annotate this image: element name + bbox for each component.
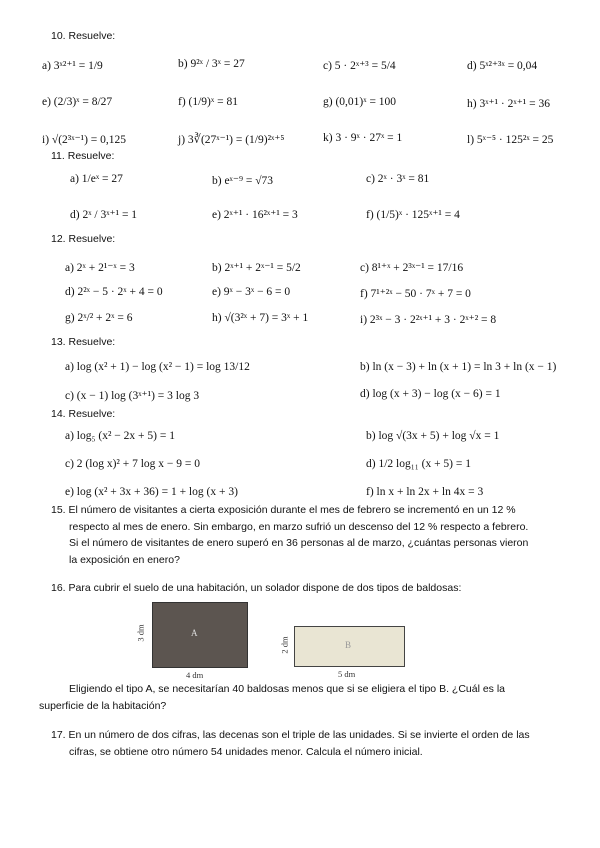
tile-b-width: 5 dm <box>338 669 356 679</box>
exercise-12i: i) 2³ˣ − 3 · 2²ˣ⁺¹ + 3 · 2ˣ⁺² = 8 <box>360 314 497 326</box>
exercise-14e: e) log (x² + 3x + 36) = 1 + log (x + 3) <box>65 486 238 498</box>
problem-15-line: la exposición en enero? <box>69 553 180 566</box>
section-14-title: 14. Resuelve: <box>51 408 116 420</box>
exercise-10f: f) (1/9)ˣ = 81 <box>178 96 238 108</box>
exercise-11e: e) 2ˣ⁺¹ · 16²ˣ⁺¹ = 3 <box>212 209 298 221</box>
tile-a-label: A <box>191 628 198 638</box>
problem-17 <box>51 727 591 760</box>
exercise-11f: f) (1/5)ˣ · 125ˣ⁺¹ = 4 <box>366 209 460 221</box>
exercise-12a: a) 2ˣ + 2¹⁻ˣ = 3 <box>65 262 135 274</box>
exercise-12d: d) 2²ˣ − 5 · 2ˣ + 4 = 0 <box>65 286 163 298</box>
problem-16-question <box>39 681 591 714</box>
exercise-10i: i) √(2³ˣ⁻¹) = 0,125 <box>42 134 127 146</box>
exercise-10e: e) (2/3)ˣ = 8/27 <box>42 96 113 108</box>
exercise-14c: c) 2 (log x)² + 7 log x − 9 = 0 <box>65 458 201 470</box>
tile-b-height: 2 dm <box>279 636 290 654</box>
exercise-10h: h) 3ˣ⁺¹ · 2ˣ⁺¹ = 36 <box>467 98 550 110</box>
exercise-14f: f) ln x + ln 2x + ln 4x = 3 <box>366 486 484 498</box>
tile-a-height: 3 dm <box>135 624 146 642</box>
exercise-11b: b) eˣ⁻⁹ = √73 <box>212 175 274 187</box>
problem-15-line: respecto al mes de enero. Sin embargo, en marzo sufrió un descenso del 12 % respecto a febrero. <box>69 520 529 533</box>
exercise-12e: e) 9ˣ − 3ˣ − 6 = 0 <box>212 286 291 298</box>
exercise-10c: c) 5 · 2ˣ⁺³ = 5/4 <box>323 60 396 72</box>
exercise-13b: b) ln (x − 3) + ln (x + 1) = ln 3 + ln (x − 1) <box>360 361 557 373</box>
exercise-12b: b) 2ˣ⁺¹ + 2ˣ⁻¹ = 5/2 <box>212 262 301 274</box>
exercise-13a: a) log (x² + 1) − log (x² − 1) = log 13/12 <box>65 361 250 373</box>
problem-16-intro: 16. Para cubrir el suelo de una habitación, un solador dispone de dos tipos de baldosas: <box>51 582 462 594</box>
problem-15-line: 15. El número de visitantes a cierta exposición durante el mes de febrero se incrementó en un 12 % <box>51 504 516 516</box>
exercise-14a: a) log₅ (x² − 2x + 5) = 1 <box>65 430 175 442</box>
tile-a-width: 4 dm <box>186 670 204 680</box>
problem-16-line: Eligiendo el tipo A, se necesitarían 40 baldosas menos que si se eligiera el tipo B. ¿Cuál es la <box>69 683 506 695</box>
exercise-14b: b) log √(3x + 5) + log √x = 1 <box>366 430 500 442</box>
tile-b-label: B <box>345 640 352 650</box>
exercise-12g: g) 2ˣ/² + 2ˣ = 6 <box>65 312 133 324</box>
exercise-10j: j) 3∛(27ˣ⁻¹) = (1/9)²ˣ⁺⁵ <box>178 134 285 146</box>
exercise-12h: h) √(3²ˣ + 7) = 3ˣ + 1 <box>212 312 309 324</box>
exercise-10l: l) 5ˣ⁻⁵ · 125²ˣ = 25 <box>467 134 554 146</box>
section-13-title: 13. Resuelve: <box>51 336 116 348</box>
exercise-10g: g) (0,01)ˣ = 100 <box>323 96 397 108</box>
problem-17-line: cifras, se obtiene otro número 54 unidades menor. Calcula el número inicial. <box>69 745 423 758</box>
exercise-11c: c) 2ˣ · 3ˣ = 81 <box>366 173 430 185</box>
exercise-10k: k) 3 · 9ˣ · 27ˣ = 1 <box>323 132 403 144</box>
exercise-13c: c) (x − 1) log (3ˣ⁺¹) = 3 log 3 <box>65 390 200 402</box>
exercise-11d: d) 2ˣ / 3ˣ⁺¹ = 1 <box>70 209 138 221</box>
exercise-12c: c) 8¹⁺ˣ + 2³ˣ⁻¹ = 17/16 <box>360 262 464 274</box>
exercise-10b: b) 9²ˣ / 3ˣ = 27 <box>178 58 245 70</box>
exercise-13d: d) log (x + 3) − log (x − 6) = 1 <box>360 388 501 400</box>
tile-a <box>152 602 248 668</box>
problem-15 <box>51 502 591 568</box>
problem-17-line: 17. En un número de dos cifras, las decenas son el triple de las unidades. Si se invierte el orden de las <box>51 729 530 741</box>
exercise-12f: f) 7¹⁺²ˣ − 50 · 7ˣ + 7 = 0 <box>360 288 471 300</box>
exercise-10d: d) 5ˣ²⁺³ˣ = 0,04 <box>467 60 538 72</box>
exercise-10a: a) 3ˣ²⁺¹ = 1/9 <box>42 60 103 72</box>
exercise-14d: d) 1/2 log₁₁ (x + 5) = 1 <box>366 458 471 470</box>
problem-16-line: superficie de la habitación? <box>39 699 167 712</box>
section-10-title: 10. Resuelve: <box>51 30 116 42</box>
section-12-title: 12. Resuelve: <box>51 233 116 245</box>
section-11-title: 11. Resuelve: <box>51 150 115 162</box>
problem-15-line: Si el número de visitantes de enero superó en 36 personas al de marzo, ¿cuántas personas vieron <box>69 537 529 549</box>
exercise-11a: a) 1/eˣ = 27 <box>70 173 123 185</box>
